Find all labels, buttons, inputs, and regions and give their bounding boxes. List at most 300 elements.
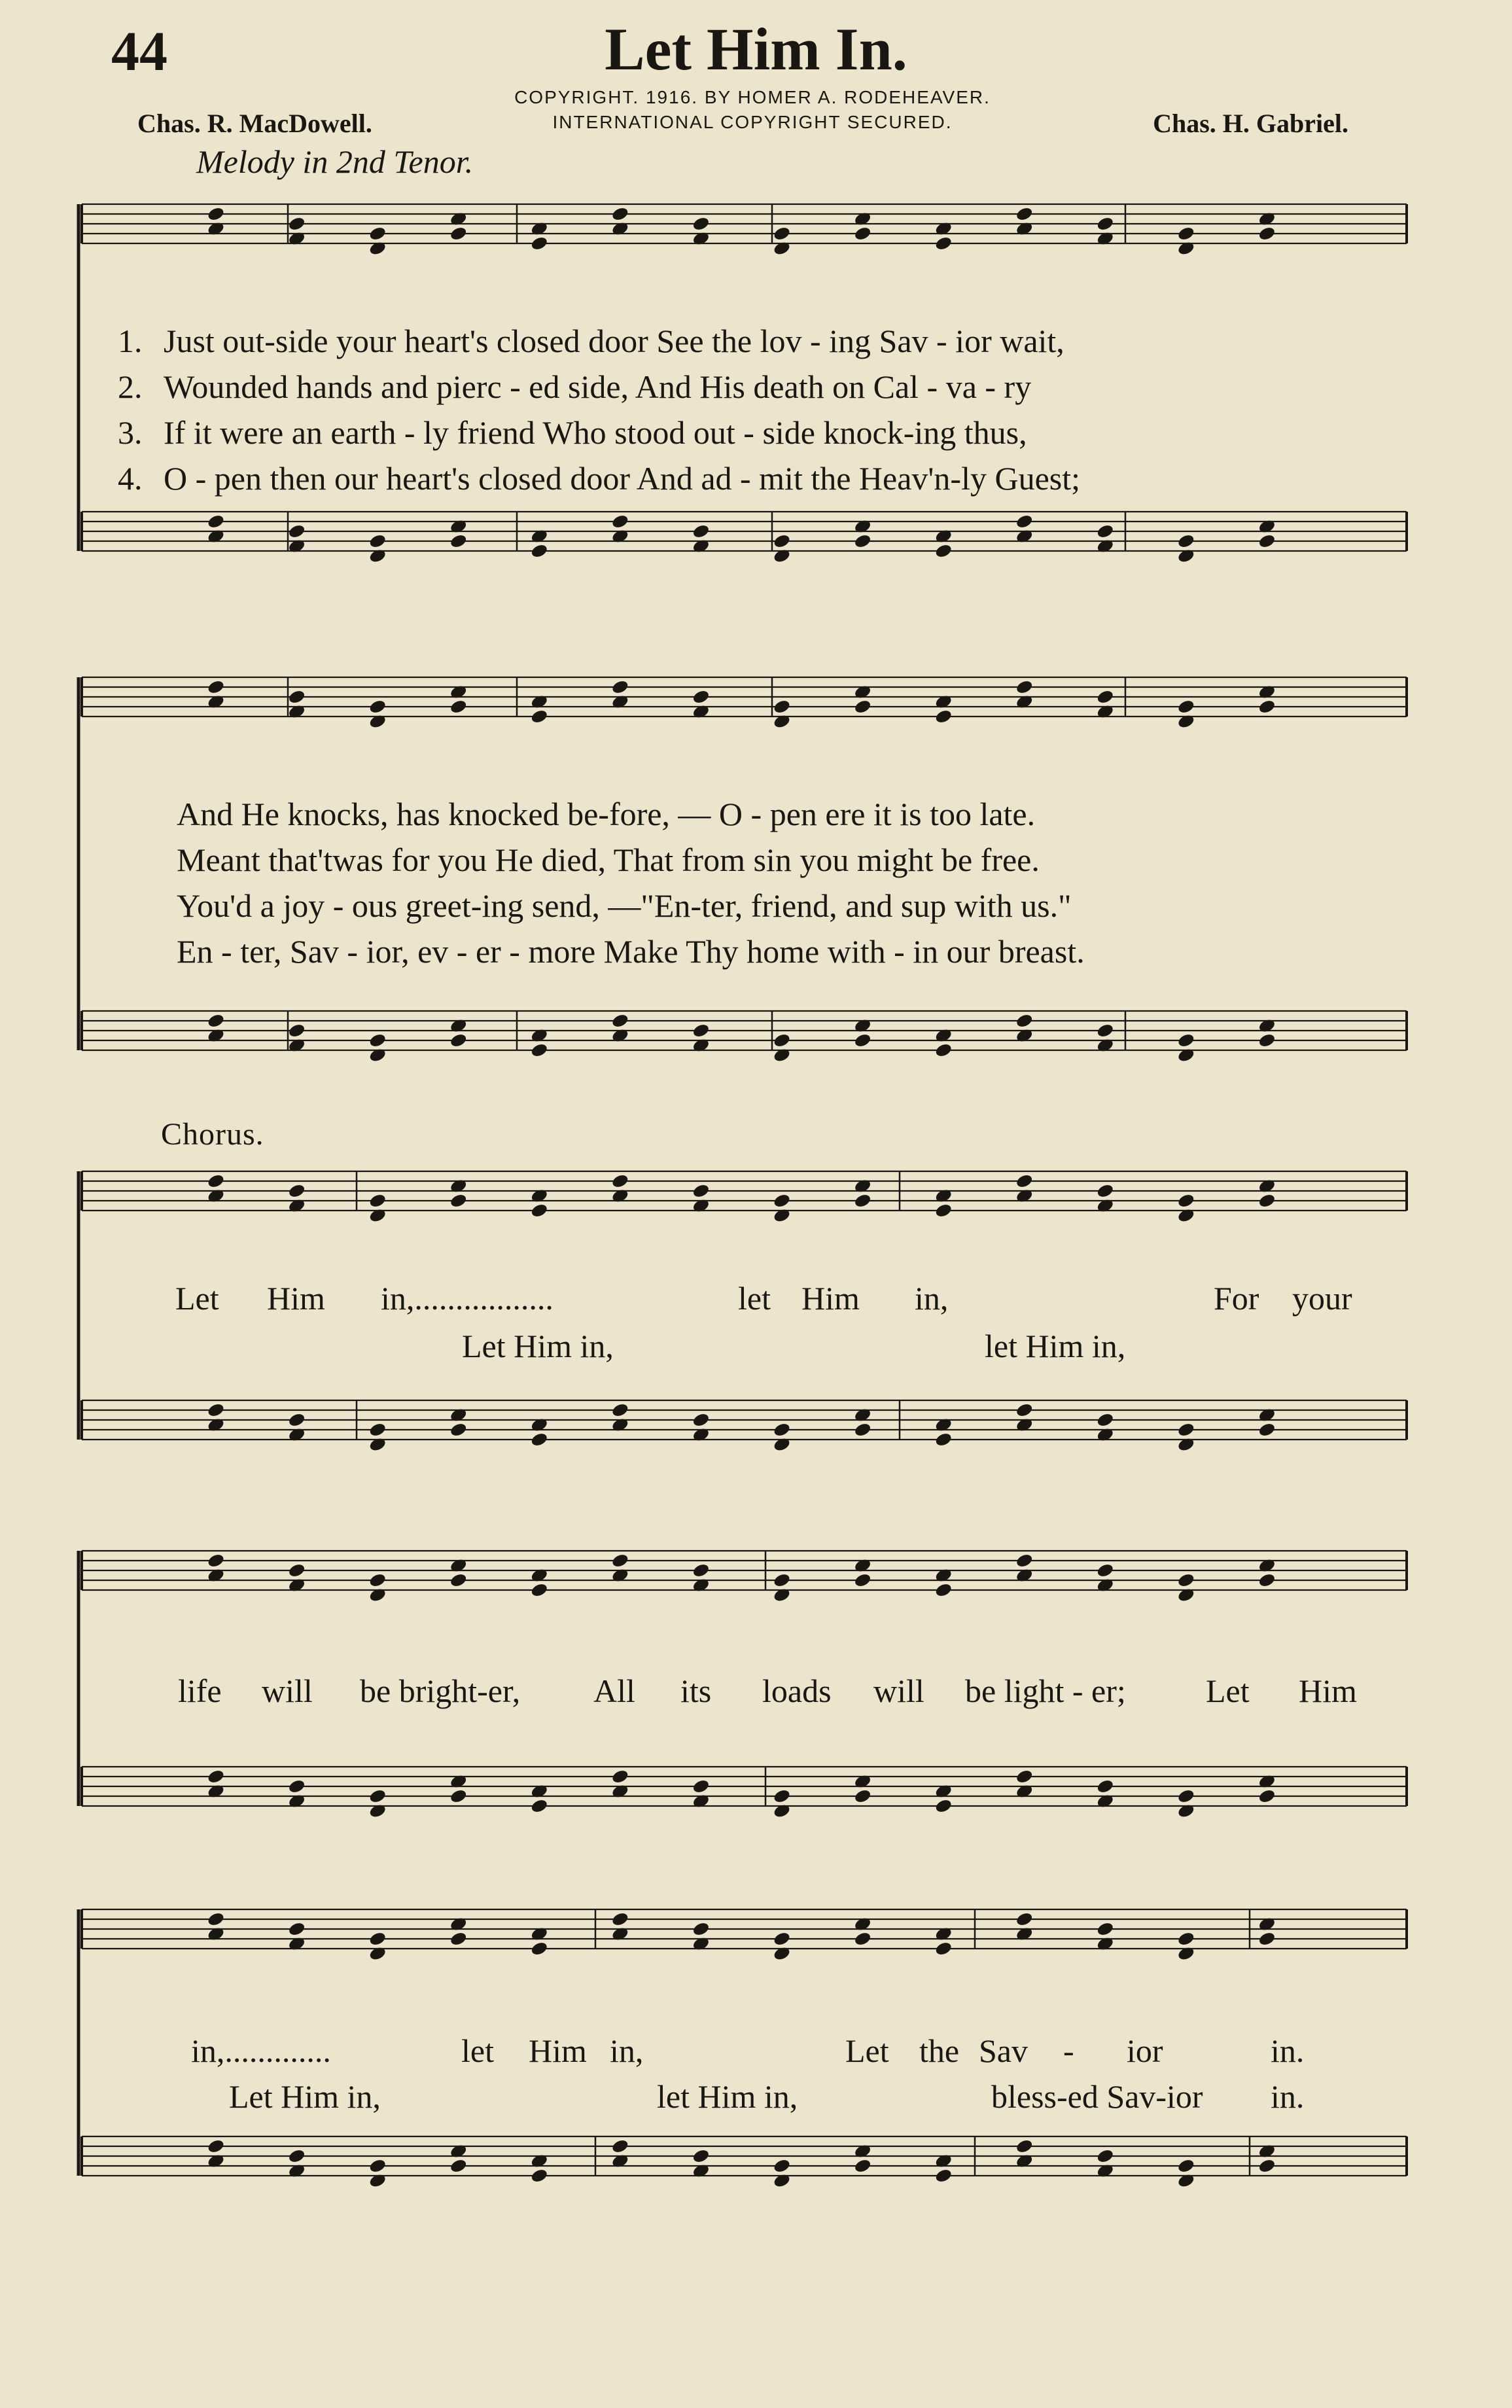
notehead (1257, 1788, 1276, 1805)
chorus-word: Let (175, 1280, 219, 1317)
notehead (530, 1926, 549, 1942)
notehead (207, 1926, 226, 1942)
chorus-word: be light - er; (965, 1673, 1126, 1709)
notehead (368, 1436, 387, 1453)
notehead (207, 2138, 226, 2155)
notehead (449, 1407, 468, 1423)
notehead (530, 543, 549, 559)
notehead (1177, 226, 1196, 242)
notehead (1015, 1402, 1034, 1419)
notehead (449, 1557, 468, 1574)
notehead (449, 2143, 468, 2159)
notehead (207, 1173, 226, 1190)
notehead (1257, 211, 1276, 227)
notehead (1177, 1033, 1196, 1049)
notehead (449, 1931, 468, 1947)
notehead (934, 694, 953, 710)
notehead (1257, 1407, 1276, 1423)
notehead (368, 699, 387, 715)
verse-line (118, 368, 1031, 406)
notehead (773, 1422, 792, 1438)
notehead (1015, 1188, 1034, 1204)
notehead (611, 1769, 630, 1785)
notehead (773, 1587, 792, 1603)
notehead (1096, 1779, 1115, 1795)
chorus-word: let (738, 1280, 771, 1317)
chorus-word: Him (801, 1280, 860, 1317)
chorus-word: in,............. (191, 2032, 331, 2069)
notehead (1015, 2153, 1034, 2169)
notehead (611, 221, 630, 237)
notehead (853, 1407, 872, 1423)
notehead (692, 1921, 711, 1938)
notehead (1257, 1193, 1276, 1209)
notehead (368, 548, 387, 564)
notehead (692, 689, 711, 705)
notehead (1015, 206, 1034, 222)
notehead (287, 1412, 306, 1428)
notehead (207, 1188, 226, 1204)
verse-line: En - ter, Sav - ior, ev - er - more Make Thy home with - in our breast. (177, 933, 1085, 970)
notehead (773, 1931, 792, 1947)
notehead (1257, 1033, 1276, 1049)
notehead (934, 1941, 953, 1957)
notehead (449, 1193, 468, 1209)
notehead (287, 1936, 306, 1952)
chorus-word: the (919, 2032, 960, 2069)
notehead (773, 699, 792, 715)
notehead (934, 1582, 953, 1599)
notehead (1177, 1207, 1196, 1224)
notehead (1257, 2158, 1276, 2174)
notehead (530, 1027, 549, 1044)
notehead (611, 206, 630, 222)
notehead (1177, 1572, 1196, 1589)
notehead (1257, 699, 1276, 715)
notehead (530, 2153, 549, 2169)
notehead (207, 1911, 226, 1928)
notehead (449, 226, 468, 242)
notehead (530, 1582, 549, 1599)
chorus-word: in. (1271, 2078, 1305, 2115)
notehead (1015, 1567, 1034, 1584)
notehead (207, 1013, 226, 1029)
notehead (1096, 1577, 1115, 1593)
notehead (611, 1567, 630, 1584)
notehead (934, 2153, 953, 2169)
notehead (287, 523, 306, 540)
notehead (1257, 226, 1276, 242)
chorus-word: Let (1206, 1673, 1250, 1709)
notehead (773, 226, 792, 242)
notehead (530, 2168, 549, 2184)
chorus-word: let Him in, (657, 2078, 798, 2115)
hymn-number: 44 (111, 20, 167, 82)
notehead (1096, 230, 1115, 247)
notehead (368, 2158, 387, 2174)
notehead (449, 1033, 468, 1049)
notehead (1015, 1013, 1034, 1029)
notehead (934, 2168, 953, 2184)
notehead (773, 548, 792, 564)
notehead (1015, 1553, 1034, 1569)
notehead (287, 703, 306, 720)
notehead (1015, 1783, 1034, 1799)
notehead (530, 236, 549, 252)
notehead (207, 694, 226, 710)
notehead (449, 1572, 468, 1589)
notehead (692, 216, 711, 232)
notehead (1015, 1911, 1034, 1928)
notehead (853, 1572, 872, 1589)
notehead (1177, 1422, 1196, 1438)
notehead (1177, 548, 1196, 564)
notehead (207, 206, 226, 222)
notehead (773, 240, 792, 257)
notehead (692, 1197, 711, 1214)
notehead (692, 230, 711, 247)
notehead (853, 1033, 872, 1049)
hymn-title: Let Him In. (605, 16, 907, 82)
notehead (207, 221, 226, 237)
notehead (1257, 684, 1276, 700)
chorus-word: Him (529, 2032, 587, 2069)
chorus-word: will (873, 1673, 924, 1709)
notehead (1015, 1027, 1034, 1044)
notehead (368, 1572, 387, 1589)
notehead (368, 226, 387, 242)
melody-note: Melody in 2nd Tenor. (196, 143, 474, 180)
notehead (853, 1557, 872, 1574)
notehead (530, 528, 549, 544)
chorus-label: Chorus. (161, 1117, 264, 1152)
chorus-word: be bright-er, (360, 1673, 521, 1709)
notehead (368, 1587, 387, 1603)
notehead (287, 1426, 306, 1443)
notehead (530, 709, 549, 725)
notehead (934, 1783, 953, 1799)
notehead (530, 694, 549, 710)
notehead (1096, 1563, 1115, 1579)
notehead (611, 2153, 630, 2169)
notehead (1177, 699, 1196, 715)
notehead (1257, 1931, 1276, 1947)
notehead (1015, 221, 1034, 237)
notehead (207, 1417, 226, 1433)
notehead (853, 1916, 872, 1932)
notehead (773, 1193, 792, 1209)
chorus-word: your (1292, 1280, 1352, 1317)
notehead (1096, 703, 1115, 720)
chorus-word: Let (845, 2032, 889, 2069)
notehead (287, 1197, 306, 1214)
notehead (287, 538, 306, 554)
notehead (934, 1432, 953, 1448)
notehead (611, 1911, 630, 1928)
notehead (853, 1018, 872, 1034)
verse-number: 2. (118, 368, 143, 405)
notehead (530, 1203, 549, 1219)
notehead (611, 1926, 630, 1942)
notehead (530, 1941, 549, 1957)
chorus-word: ior (1127, 2032, 1163, 2069)
notehead (1015, 528, 1034, 544)
notehead (853, 518, 872, 535)
verse-line (118, 459, 1080, 497)
notehead (853, 1178, 872, 1194)
notehead (1096, 2163, 1115, 2179)
notehead (611, 679, 630, 696)
notehead (368, 1931, 387, 1947)
notehead (1177, 1803, 1196, 1819)
notehead (1096, 1037, 1115, 1054)
notehead (773, 1788, 792, 1805)
notehead (1096, 689, 1115, 705)
notehead (287, 1563, 306, 1579)
notehead (692, 1426, 711, 1443)
notehead (611, 528, 630, 544)
notehead (934, 1188, 953, 1204)
notehead (1257, 1018, 1276, 1034)
chorus-word: let (461, 2032, 494, 2069)
notehead (934, 528, 953, 544)
notehead (692, 1023, 711, 1039)
notehead (934, 1798, 953, 1815)
notehead (934, 1027, 953, 1044)
notehead (692, 1577, 711, 1593)
notehead (207, 1567, 226, 1584)
verse-line (118, 322, 1064, 360)
chorus-word: Him (267, 1280, 325, 1317)
notehead (1177, 533, 1196, 550)
chorus-word: in,................. (381, 1280, 554, 1317)
notehead (1096, 2148, 1115, 2165)
notehead (449, 1773, 468, 1790)
notehead (1096, 1936, 1115, 1952)
notehead (692, 1779, 711, 1795)
notehead (287, 1037, 306, 1054)
notehead (368, 1945, 387, 1962)
notehead (692, 1936, 711, 1952)
verse-number: 4. (118, 460, 143, 497)
verse-text: O - pen then our heart's closed door And ad - mit the Heav'n-ly Guest; (164, 460, 1081, 497)
chorus-word: All (593, 1673, 635, 1709)
notehead (530, 1188, 549, 1204)
verse-text: Wounded hands and pierc - ed side, And His death on Cal - va - ry (164, 368, 1032, 405)
notehead (692, 1793, 711, 1809)
notehead (1015, 679, 1034, 696)
notehead (207, 1027, 226, 1044)
notehead (530, 1432, 549, 1448)
notehead (1257, 1178, 1276, 1194)
chorus-word: in, (915, 1280, 949, 1317)
notehead (1096, 216, 1115, 232)
notehead (692, 1037, 711, 1054)
notehead (853, 1931, 872, 1947)
notehead (692, 2148, 711, 2165)
notehead (530, 1798, 549, 1815)
notehead (1177, 1788, 1196, 1805)
notehead (1096, 1793, 1115, 1809)
notehead (773, 1803, 792, 1819)
notehead (611, 2138, 630, 2155)
notehead (530, 1042, 549, 1059)
notehead (611, 1553, 630, 1569)
notehead (1177, 2172, 1196, 2189)
notehead (611, 694, 630, 710)
chorus-word: life (178, 1673, 222, 1709)
notehead (611, 1173, 630, 1190)
verse-line: You'd a joy - ous greet-ing send, —"En-ter, friend, and sup with us." (177, 887, 1072, 924)
notehead (449, 699, 468, 715)
notehead (692, 1412, 711, 1428)
notehead (207, 514, 226, 530)
notehead (1015, 514, 1034, 530)
copyright-line-1: COPYRIGHT. 1916. BY HOMER A. RODEHEAVER. (514, 87, 991, 107)
chorus-word: For (1214, 1280, 1259, 1317)
notehead (1096, 523, 1115, 540)
notehead (530, 1417, 549, 1433)
notehead (1257, 2143, 1276, 2159)
notehead (853, 1422, 872, 1438)
notehead (449, 1018, 468, 1034)
chorus-word: in. (1271, 2032, 1305, 2069)
verse-number: 1. (118, 323, 143, 359)
notehead (1257, 1773, 1276, 1790)
notehead (287, 216, 306, 232)
copyright-line-2: INTERNATIONAL COPYRIGHT SECURED. (552, 112, 953, 132)
notehead (773, 1572, 792, 1589)
notehead (287, 1779, 306, 1795)
notehead (449, 1422, 468, 1438)
notehead (449, 1916, 468, 1932)
chorus-word: will (262, 1673, 313, 1709)
notehead (853, 684, 872, 700)
notehead (773, 1047, 792, 1063)
notehead (773, 713, 792, 730)
notehead (368, 1193, 387, 1209)
notehead (1177, 2158, 1196, 2174)
notehead (368, 533, 387, 550)
chorus-word: - (1063, 2032, 1074, 2069)
notehead (1257, 1422, 1276, 1438)
notehead (1096, 1023, 1115, 1039)
notehead (853, 211, 872, 227)
chorus-word: its (680, 1673, 712, 1709)
notehead (287, 2148, 306, 2165)
notehead (853, 699, 872, 715)
chorus-word: Let Him in, (462, 1328, 614, 1364)
notehead (287, 1023, 306, 1039)
notehead (1096, 1412, 1115, 1428)
notehead (934, 543, 953, 559)
notehead (934, 1567, 953, 1584)
notehead (692, 523, 711, 540)
notehead (1177, 1193, 1196, 1209)
verse-line: And He knocks, has knocked be-fore, — O - pen ere it is too late. (177, 796, 1036, 832)
notehead (853, 533, 872, 550)
notehead (368, 2172, 387, 2189)
notehead (692, 538, 711, 554)
notehead (773, 1436, 792, 1453)
notehead (1015, 694, 1034, 710)
notehead (1177, 240, 1196, 257)
notehead (207, 528, 226, 544)
notehead (773, 1033, 792, 1049)
notehead (368, 1207, 387, 1224)
notehead (368, 1788, 387, 1805)
notehead (853, 226, 872, 242)
notehead (773, 1207, 792, 1224)
notehead (853, 1788, 872, 1805)
notehead (449, 684, 468, 700)
notehead (692, 703, 711, 720)
notehead (1177, 1436, 1196, 1453)
notehead (207, 679, 226, 696)
lyricist-credit: Chas. R. MacDowell. (137, 109, 372, 138)
notehead (368, 713, 387, 730)
notehead (207, 2153, 226, 2169)
notehead (1015, 1417, 1034, 1433)
notehead (368, 1803, 387, 1819)
notehead (1015, 1769, 1034, 1785)
notehead (1177, 713, 1196, 730)
notehead (449, 518, 468, 535)
notehead (287, 1793, 306, 1809)
notehead (449, 1178, 468, 1194)
notehead (1015, 2138, 1034, 2155)
notehead (611, 1188, 630, 1204)
notehead (449, 1788, 468, 1805)
verse-line: Meant that'twas for you He died, That from sin you might be free. (177, 841, 1040, 878)
notehead (1177, 1945, 1196, 1962)
notehead (1096, 1183, 1115, 1199)
composer-credit: Chas. H. Gabriel. (1153, 109, 1348, 138)
notehead (207, 1783, 226, 1799)
notehead (611, 1013, 630, 1029)
notehead (449, 533, 468, 550)
notehead (449, 2158, 468, 2174)
notehead (368, 1033, 387, 1049)
notehead (853, 1773, 872, 1790)
notehead (287, 1183, 306, 1199)
notehead (934, 1926, 953, 1942)
verse-line (118, 414, 1027, 452)
notehead (853, 2158, 872, 2174)
notehead (773, 533, 792, 550)
chorus-word: Let Him in, (229, 2078, 381, 2115)
verse-number: 3. (118, 414, 143, 451)
notehead (207, 1553, 226, 1569)
notehead (934, 709, 953, 725)
notehead (368, 1047, 387, 1063)
notehead (449, 211, 468, 227)
chorus-word: in, (610, 2032, 644, 2069)
chorus-word: let Him in, (985, 1328, 1126, 1364)
notehead (1257, 1557, 1276, 1574)
notehead (773, 2172, 792, 2189)
notehead (368, 1422, 387, 1438)
notehead (692, 1563, 711, 1579)
notehead (1096, 1921, 1115, 1938)
notehead (287, 230, 306, 247)
notehead (934, 1042, 953, 1059)
notehead (692, 1183, 711, 1199)
notehead (287, 689, 306, 705)
chorus-word: bless-ed Sav-ior (991, 2078, 1203, 2115)
notehead (773, 2158, 792, 2174)
notehead (1257, 518, 1276, 535)
